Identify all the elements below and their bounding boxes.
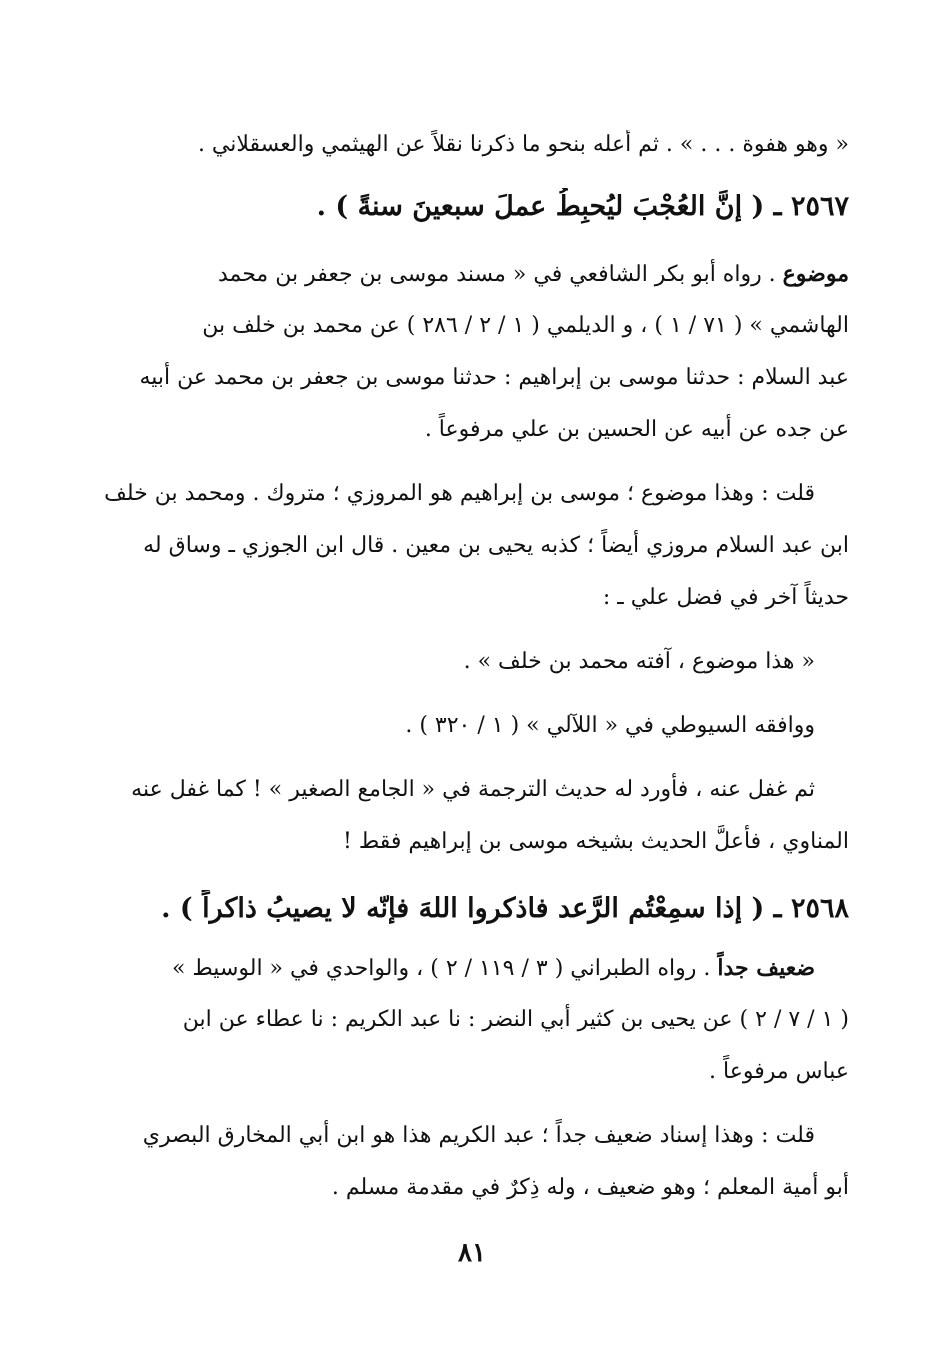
hadith-2567-line-1 [97, 248, 849, 300]
hadith-2567-line-3: عبد السلام : حدثنا موسى بن إبراهيم : حدثنا موسى بن جعفر بن محمد عن أبيه [139, 365, 849, 390]
hadith-2567-line-2: الهاشمي » ( ٧١ / ١ ) ، و الديلمي ( ١ / ٢ / ٢٨٦ ) عن محمد بن خلف بن [202, 313, 849, 338]
hadith-2567-note-line-2: المناوي ، فأعلَّ الحديث بشيخه موسى بن إبراهيم فقط ! [343, 829, 849, 854]
page-content [97, 130, 849, 1226]
hadith-2567-comment [97, 468, 849, 624]
hadith-2568-takhrij [97, 942, 849, 1098]
hadith-2568-comment-line-2: أبو أمية المعلم ؛ وهو ضعيف ، وله ذِكرٌ في مقدمة مسلم . [331, 1175, 849, 1200]
hadith-2568-line-1 [97, 942, 849, 994]
hadith-2567-takhrij [97, 248, 849, 456]
hadith-2568-grade: ضعيف جداً [717, 955, 815, 981]
page-number: ٨١ [458, 1238, 486, 1268]
hadith-2567-line-4: عن جده عن أبيه عن الحسين بن علي مرفوعاً . [424, 417, 849, 442]
hadith-2567-comment-line-2: ابن عبد السلام مروزي أيضاً ؛ كذبه يحيى بن معين . قال ابن الجوزي ـ وساق له [143, 533, 849, 558]
hadith-2568-line-3: عباس مرفوعاً . [709, 1059, 849, 1084]
hadith-2567-heading: ٢٥٦٧ ـ ( إنَّ العُجْبَ ليُحبِطُ عملَ سبعينَ سنةً ) . [316, 191, 849, 222]
intro-line: « وهو هفوة . . . » . ثم أعله بنحو ما ذكرنا نقلاً عن الهيثمي والعسقلاني . [197, 132, 849, 157]
hadith-2567-line-1-text: . رواه أبو بكر الشافعي في « مسند موسى بن جعفر بن محمد [217, 262, 783, 287]
hadith-2567-comment-line-3: حديثاً آخر في فضل علي ـ : [602, 585, 849, 610]
hadith-2567-grade: موضوع [782, 261, 849, 287]
hadith-2568-line-2: ( ١ / ٧ / ٢ ) عن يحيى بن كثير أبي النضر : نا عبد الكريم : نا عطاء عن ابن [182, 1007, 849, 1032]
hadith-2567-note [97, 764, 849, 868]
hadith-2568-heading: ٢٥٦٨ ـ ( إذا سمِعْتُم الرَّعد فاذكروا اللهَ فإنّه لا يصيبُ ذاكراً ) . [161, 893, 849, 924]
hadith-2567-note-line-1: ثم غفل عنه ، فأورد له حديث الترجمة في « الجامع الصغير » ! كما غفل عنه [131, 777, 815, 802]
hadith-2568-comment [97, 1110, 849, 1214]
hadith-2568-comment-line-1: قلت : وهذا إسناد ضعيف جداً ؛ عبد الكريم هذا هو ابن أبي المخارق البصري [142, 1123, 815, 1148]
hadith-2567-comment-line-1: قلت : وهذا موضوع ؛ موسى بن إبراهيم هو المروزي ؛ متروك . ومحمد بن خلف [104, 481, 815, 506]
hadith-2567-agreement: ووافقه السيوطي في « اللآلي » ( ١ / ٣٢٠ ) . [405, 713, 815, 738]
hadith-2567-quote: « هذا موضوع ، آفته محمد بن خلف » . [463, 649, 815, 674]
hadith-2568-line-1-text: . رواه الطبراني ( ٣ / ١١٩ / ٢ ) ، والواحدي في « الوسيط » [171, 956, 718, 981]
